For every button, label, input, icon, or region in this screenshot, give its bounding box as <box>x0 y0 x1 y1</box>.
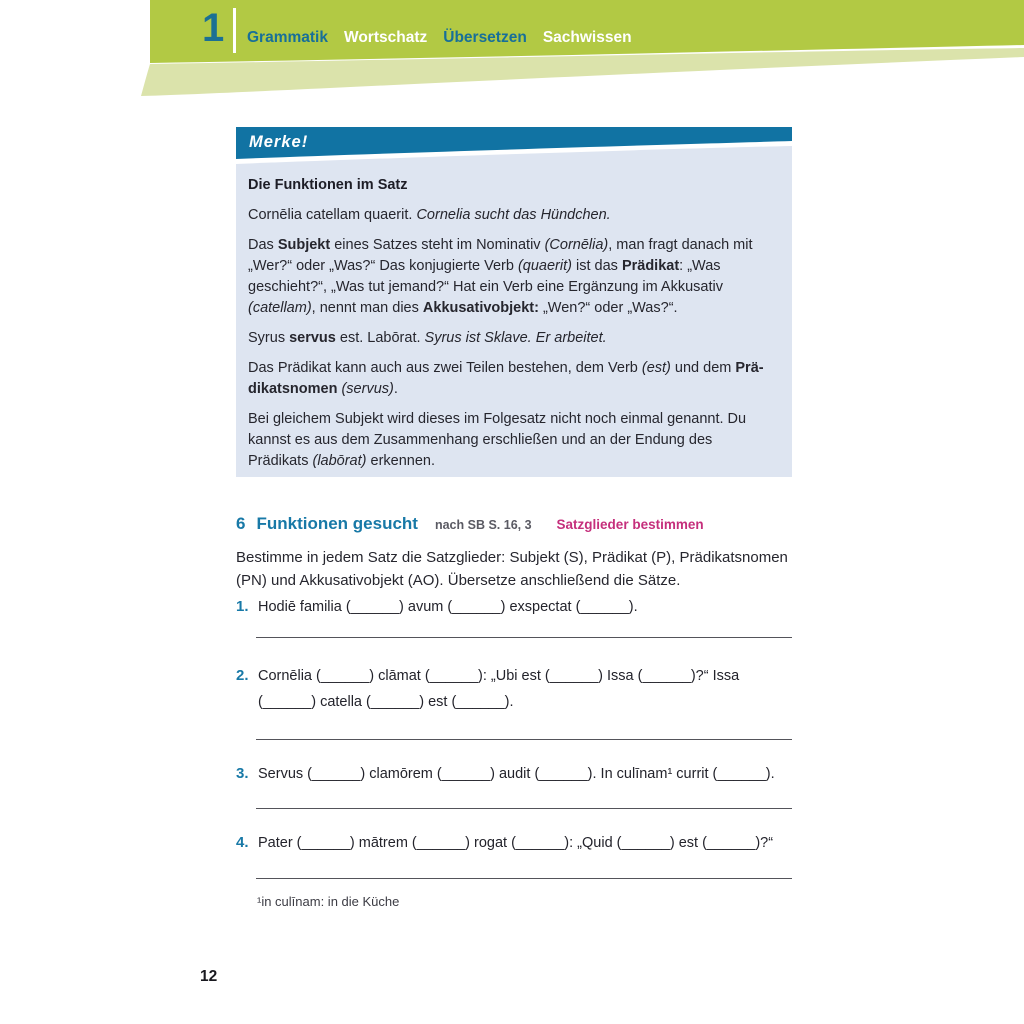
answer-line <box>256 739 792 740</box>
exercise-section <box>236 0 792 1024</box>
answer-line <box>256 637 792 638</box>
item-number: 4. <box>236 834 249 851</box>
item-sentence: Hodiē familia (______) avum (______) exspectat (______). <box>258 599 638 615</box>
chapter-number: 1 <box>202 6 225 50</box>
exercise-item <box>236 830 792 879</box>
exercise-tag: Satzglieder bestimmen <box>556 517 704 532</box>
merke-paragraph: Cornēlia catellam quaerit. Cornelia sucht das Hündchen. <box>248 207 611 223</box>
item-number: 3. <box>236 765 249 782</box>
exercise-item <box>236 663 792 740</box>
item-number: 2. <box>236 667 249 684</box>
item-sentence: Pater (______) mātrem (______) rogat (______): „Quid (______) est (______)?“ <box>258 835 774 851</box>
answer-line <box>256 878 792 879</box>
tab-sachwissen: Sachwissen <box>542 29 632 46</box>
tab-übersetzen: Übersetzen <box>443 29 527 46</box>
merke-paragraph: Syrus servus est. Labōrat. Syrus ist Sklave. Er arbeitet. <box>248 330 607 346</box>
exercise-title: Funktionen gesucht <box>256 514 418 533</box>
exercise-item <box>236 761 792 809</box>
exercise-instruction: Bestimme in jedem Satz die Satzglieder: Subjekt (S), Prädikat (P), Prädikatsnomen (PN) und Akkusativobjekt (AO). Übersetze anschließend die Sätze. <box>236 549 788 589</box>
exercise-number: 6 <box>236 514 246 533</box>
merke-paragraph: Das Subjekt eines Satzes steht im Nominativ (Cornēlia), man fragt danach mit „Wer?“ oder „Was?“ Das konjugierte Verb (quaerit) ist das Prädikat: „Was geschieht?“, „Was tut jemand?“ Hat ein Verb eine Ergänzung im Akkusativ (catellam), nennt man dies Akkusativobjekt: „Wen?“ oder „Was?“. <box>248 237 753 316</box>
item-sentence: Servus (______) clamōrem (______) audit (______). In culīnam¹ currit (______). <box>258 766 775 782</box>
merke-paragraph: Das Prädikat kann auch aus zwei Teilen bestehen, dem Verb (est) und dem Prädikatsnomen (servus). <box>248 360 764 397</box>
exercise-item <box>236 594 792 638</box>
exercise-heading <box>236 514 704 534</box>
page-number: 12 <box>200 968 218 985</box>
merke-heading: Die Funktionen im Satz <box>248 177 408 193</box>
merke-title: Merke! <box>249 133 309 151</box>
item-number: 1. <box>236 598 249 615</box>
exercise-reference: nach SB S. 16, 3 <box>434 518 532 532</box>
exercise-footnote: ¹in culīnam: in die Küche <box>257 894 400 909</box>
merke-paragraph: Bei gleichem Subjekt wird dieses im Folgesatz nicht noch einmal genannt. Du kannst es aus dem Zusammenhang erschließen und an der Endung des Prädikats (labōrat) erkennen. <box>248 411 747 469</box>
answer-line <box>256 808 792 809</box>
tab-wortschatz: Wortschatz <box>343 29 428 46</box>
tab-grammatik: Grammatik <box>247 29 328 46</box>
item-sentence: Cornēlia (______) clāmat (______): „Ubi est (______) Issa (______)?“ Issa (______) catella (______) est (______). <box>258 668 740 710</box>
